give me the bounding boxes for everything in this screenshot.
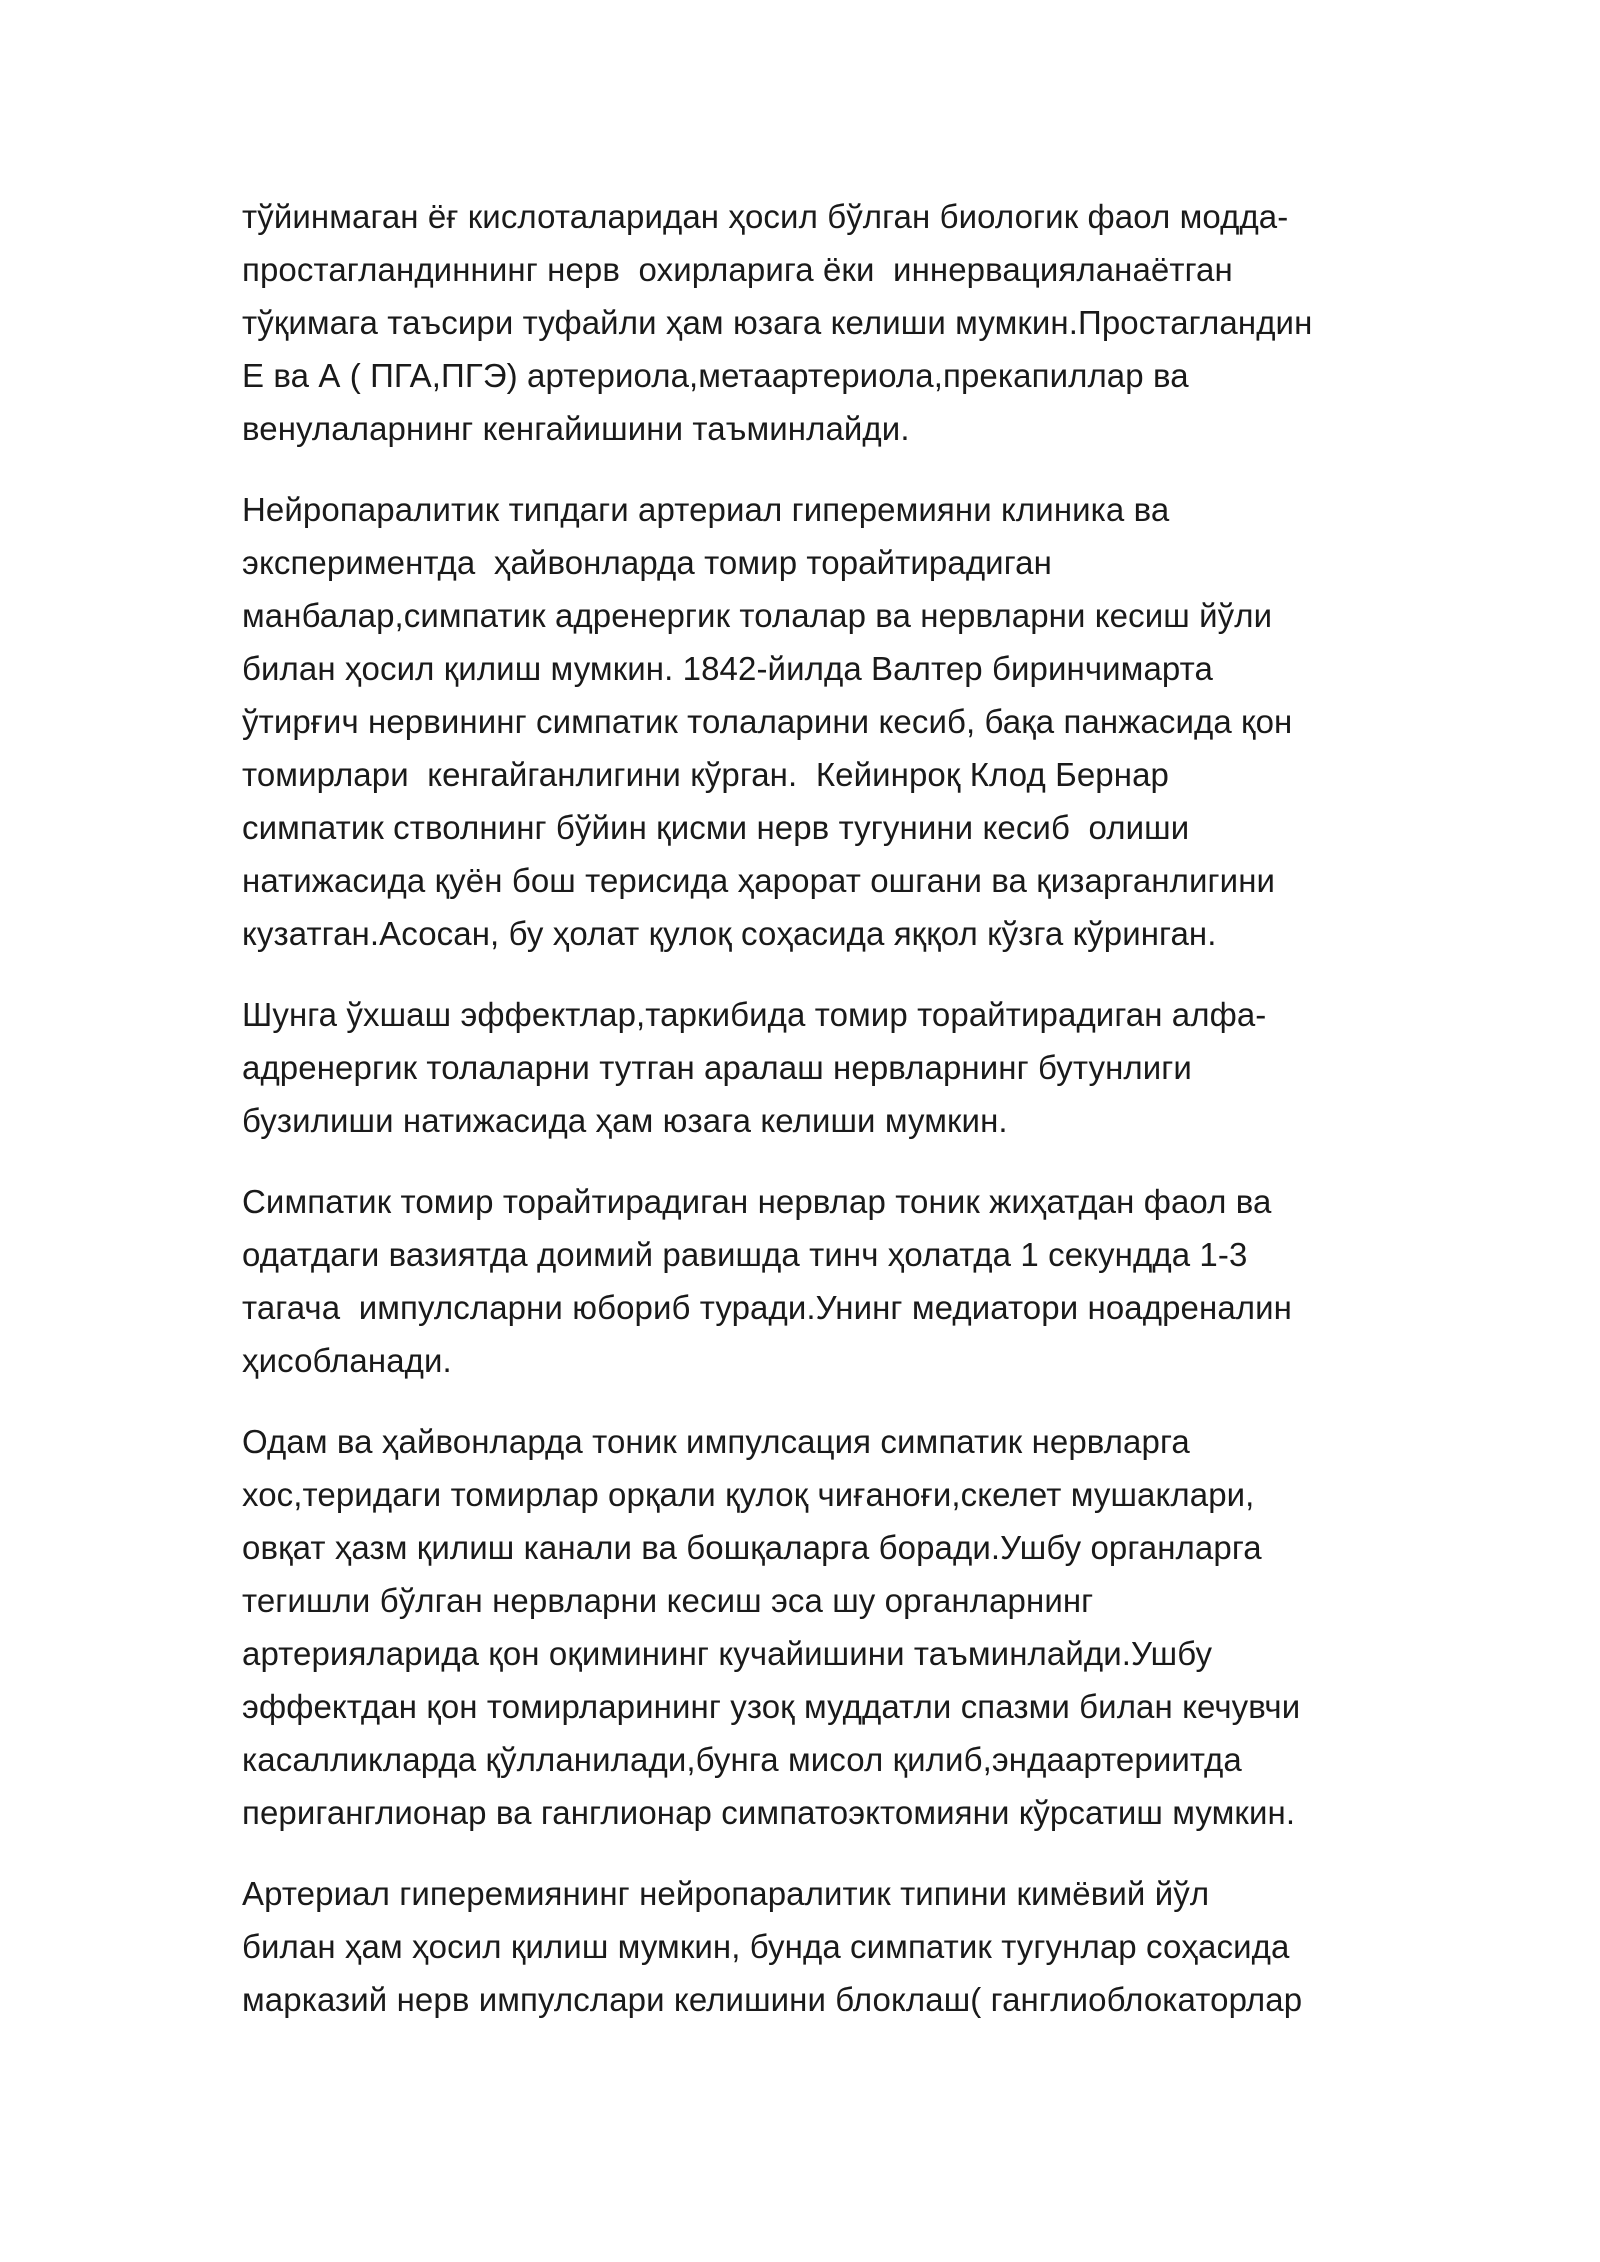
text-line: кузатган.Асосан, бу ҳолат қулоқ соҳасида яққол кўзга кўринган. — [242, 915, 1217, 952]
text-line: периганглионар ва ганглионар симпатоэктомияни кўрсатиш мумкин. — [242, 1794, 1296, 1831]
text-line: Одам ва ҳайвонларда тоник импулсация симпатик нервларга — [242, 1423, 1190, 1460]
paragraph-5 — [242, 1415, 1372, 1839]
text-line: тегишли бўлган нервларни кесиш эса шу органларнинг — [242, 1582, 1094, 1619]
text-line: билан ҳосил қилиш мумкин. 1842-йилда Валтер биринчимарта — [242, 650, 1213, 687]
paragraph-4 — [242, 1175, 1372, 1387]
text-line: Е ва А ( ПГА,ПГЭ) артериола,метаартериола,прекапиллар ва — [242, 357, 1189, 394]
text-line: томирлари кенгайганлигини кўрган. Кейинроқ Клод Бернар — [242, 756, 1169, 793]
paragraph-6 — [242, 1867, 1372, 2026]
text-line: овқат ҳазм қилиш канали ва бошқаларга боради.Ушбу органларга — [242, 1529, 1262, 1566]
text-line: хос,теридаги томирлар орқали қулоқ чиғаноғи,скелет мушаклари, — [242, 1476, 1255, 1513]
document-body — [242, 190, 1372, 2054]
text-line: тўйинмаган ёғ кислоталаридан ҳосил бўлган биологик фаол модда- — [242, 198, 1289, 235]
text-line: одатдаги вазиятда доимий равишда тинч ҳолатда 1 секундда 1-3 — [242, 1236, 1248, 1273]
text-line: Артериал гиперемиянинг нейропаралитик типини кимёвий йўл — [242, 1875, 1210, 1912]
paragraph-1 — [242, 190, 1372, 455]
paragraph-2 — [242, 483, 1372, 960]
text-line: ҳисобланади. — [242, 1342, 452, 1379]
text-line: Шунга ўхшаш эффектлар,таркибида томир торайтирадиган алфа- — [242, 996, 1267, 1033]
text-line: марказий нерв импулслари келишини блоклаш( ганглиоблокаторлар — [242, 1981, 1303, 2018]
text-line: Нейропаралитик типдаги артериал гиперемияни клиника ва — [242, 491, 1170, 528]
text-line: билан ҳам ҳосил қилиш мумкин, бунда симпатик тугунлар соҳасида — [242, 1928, 1290, 1965]
text-line: манбалар,симпатик адренергик толалар ва нервларни кесиш йўли — [242, 597, 1273, 634]
text-line: простагландиннинг нерв охирларига ёки иннервацияланаётган — [242, 251, 1233, 288]
text-line: симпатик стволнинг бўйин қисми нерв тугунини кесиб олиши — [242, 809, 1190, 846]
text-line: ўтирғич нервининг симпатик толаларини кесиб, бақа панжасида қон — [242, 703, 1293, 740]
text-line: венулаларнинг кенгайишини таъминлайди. — [242, 410, 910, 447]
text-line: натижасида қуён бош терисида ҳарорат ошгани ва қизарганлигини — [242, 862, 1276, 899]
text-line: тўқимага таъсири туфайли ҳам юзага келиши мумкин.Простагландин — [242, 304, 1313, 341]
text-line: бузилиши натижасида ҳам юзага келиши мумкин. — [242, 1102, 1008, 1139]
paragraph-3 — [242, 988, 1372, 1147]
text-line: касалликларда қўлланилади,бунга мисол қилиб,эндаартериитда — [242, 1741, 1242, 1778]
text-line: Симпатик томир торайтирадиган нервлар тоник жиҳатдан фаол ва — [242, 1183, 1272, 1220]
text-line: эффектдан қон томирларининг узоқ муддатли спазми билан кечувчи — [242, 1688, 1301, 1725]
text-line: адренергик толаларни тутган аралаш нервларнинг бутунлиги — [242, 1049, 1192, 1086]
text-line: артерияларида қон оқимининг кучайишини таъминлайди.Ушбу — [242, 1635, 1213, 1672]
text-line: тагача импулсларни юбориб туради.Унинг медиатори ноадреналин — [242, 1289, 1292, 1326]
text-line: экспериментда ҳайвонларда томир торайтирадиган — [242, 544, 1052, 581]
